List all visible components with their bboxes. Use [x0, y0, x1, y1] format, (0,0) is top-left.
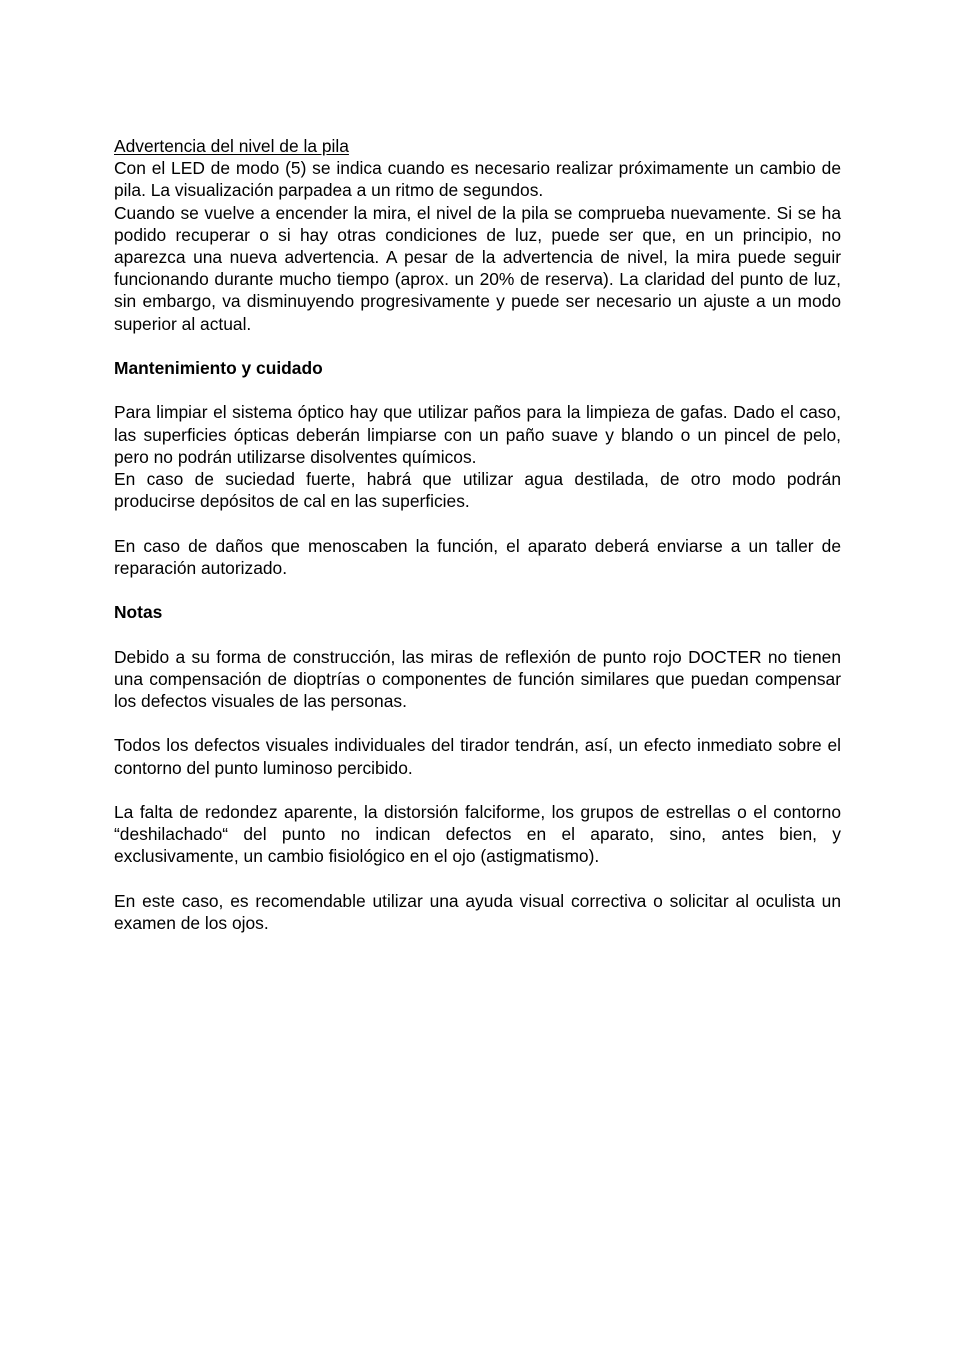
spacer: [114, 868, 841, 890]
maintenance-paragraph-1: Para limpiar el sistema óptico hay que utilizar paños para la limpieza de gafas. Dado el caso, las superficies ópticas deberán limpiarse con un paño suave y blando o un pincel de pelo, pero no podrán utilizarse disolventes químicos.: [114, 402, 841, 467]
notes-paragraph-4: En este caso, es recomendable utilizar una ayuda visual correctiva o solicitar al oculista un examen de los ojos.: [114, 890, 841, 933]
notes-paragraph-2: Todos los defectos visuales individuales del tirador tendrán, así, un efecto inmediato sobre el contorno del punto luminoso percibido.: [114, 735, 841, 778]
spacer: [114, 779, 841, 801]
notes-heading: Notas: [114, 602, 163, 623]
spacer: [114, 623, 841, 645]
maintenance-heading: Mantenimiento y cuidado: [114, 358, 323, 379]
battery-warning-title: Advertencia del nivel de la pila: [114, 136, 349, 156]
spacer: [114, 379, 841, 401]
battery-warning-paragraph-1: Con el LED de modo (5) se indica cuando es necesario realizar próximamente un cambio de pila. La visualización parpadea a un ritmo de segundos.: [114, 158, 841, 201]
maintenance-paragraph-2: En caso de suciedad fuerte, habrá que utilizar agua destilada, de otro modo podrán producirse depósitos de cal en las superficies.: [114, 469, 841, 512]
spacer: [114, 335, 841, 357]
spacer: [114, 579, 841, 601]
document-page: [114, 135, 841, 934]
battery-warning-paragraph-2: Cuando se vuelve a encender la mira, el nivel de la pila se comprueba nuevamente. Si se ha podido recuperar o si hay otras condiciones de luz, puede ser que, en un principio, no aparezca una nueva advertencia. A pesar de la advertencia de nivel, la mira puede seguir funcionando durante mucho tiempo (aprox. un 20% de reserva). La claridad del punto de luz, sin embargo, va disminuyendo progresivamente y puede ser necesario un ajuste a un modo superior al actual.: [114, 202, 841, 334]
notes-paragraph-1: Debido a su forma de construcción, las miras de reflexión de punto rojo DOCTER no tienen una compensación de dioptrías o componentes de función similares que puedan compensar los defectos visuales de las personas.: [114, 646, 841, 711]
notes-paragraph-3: La falta de redondez aparente, la distorsión falciforme, los grupos de estrellas o el contorno “deshilachado“ del punto no indican defectos en el aparato, sino, antes bien, y exclusivamente, un cambio fisiológico en el ojo (astigmatismo).: [114, 801, 841, 867]
maintenance-paragraph-3: En caso de daños que menoscaben la función, el aparato deberá enviarse a un taller de reparación autorizado.: [114, 535, 841, 578]
spacer: [114, 712, 841, 734]
spacer: [114, 512, 841, 534]
